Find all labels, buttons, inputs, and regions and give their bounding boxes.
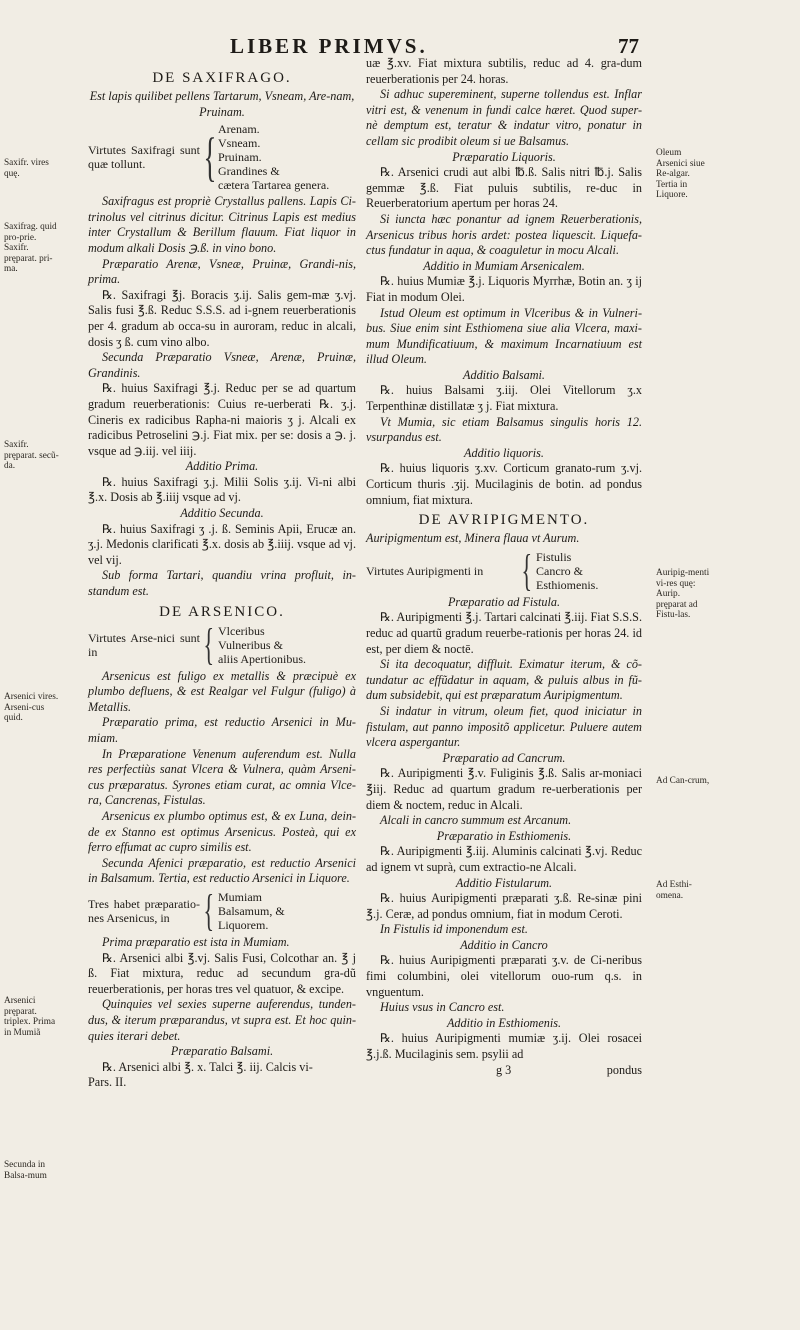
- section-heading: DE AVRIPIGMENTO.: [418, 512, 590, 529]
- signature-mark: g 3: [496, 1062, 512, 1077]
- paragraph: Præparatio prima, est reductio Arsenici in Mu-miam.: [88, 715, 356, 745]
- virtutes-arsenici-list: [88, 619, 356, 669]
- brace-item: Pruinam.: [218, 150, 262, 165]
- brace-item: Vlceribus: [218, 623, 265, 638]
- paragraph: Alcali in cancro summum est Arcanum.: [380, 813, 572, 828]
- virtutes-saxifragi-list: [88, 122, 356, 192]
- subheading: Præparatio Liquoris.: [452, 149, 556, 164]
- subheading: Præparatio ad Cancrum.: [442, 750, 566, 765]
- paragraph: In Fistulis id imponendum est.: [380, 922, 528, 937]
- recipe: ℞. Auripigmenti ℥.iij. Aluminis calcinati ℥.vj. Reduc ad ignem vt suprà, cum extractio-ne Alcali.: [366, 844, 642, 874]
- paragraph: Vt Mumia, sic etiam Balsamus singulis horis 12. vsurpandus est.: [366, 414, 642, 445]
- section-heading: DE ARSENICO.: [159, 603, 285, 620]
- recipe: ℞. Arsenici albi ℥.vj. Salis Fusi, Colcothar an. ℥ j ß. Fiat mixtura, reduc ad secundum gra-dũ reuerberationis, per horas tres vel quatuor, & excipe.: [88, 950, 356, 996]
- recipe: ℞. Arsenici crudi aut albi ℔.ß. Salis nitri ℔.j. Salis gemmæ ℥.ß. Fiat puluis subtilis, re-duc in Reuerberatorium apertum per horas 24.: [366, 165, 642, 211]
- subheading: Additio Balsami.: [463, 367, 545, 382]
- margin-note: Secunda in Balsa-mum: [4, 1160, 47, 1181]
- brace-item: Liquorem.: [218, 917, 269, 932]
- right-column: [366, 56, 642, 1078]
- paragraph: Istud Oleum est optimum in Vlceribus & in Vulneri-bus. Siue enim sint Esthiomena siue alia Vlcera, maxi-mum Mundificatiuum, & maximum Incarnatiuum est illud Oleum.: [366, 305, 642, 367]
- brace-label: Virtutes Auripigmenti in: [366, 563, 484, 578]
- brace-item: Balsamum, &: [218, 903, 285, 918]
- virtutes-auripigmenti-list: [366, 545, 642, 595]
- recipe: ℞. Auripigmenti ℥.v. Fuliginis ℥.ß. Salis ar-moniaci ℥iij. Reduc ad quartum gradum re-uerberationis per diem & noctem, reduc in Alcali.: [366, 766, 642, 812]
- brace-label: Tres habet præparatio-nes Arsenicus, in: [88, 896, 200, 925]
- brace-item: Fistulis: [536, 549, 572, 564]
- paragraph: Prima præparatio est ista in Mumiam.: [102, 934, 290, 949]
- brace-label: Virtutes Saxifragi sunt quæ tollunt.: [88, 143, 200, 172]
- brace-glyph: {: [521, 545, 533, 595]
- recipe: ℞. Arsenici albi ℥. x. Talci ℥. iij. Calcis vi-: [102, 1059, 313, 1074]
- subheading: Præparatio Arenæ, Vsneæ, Pruinæ, Grandi-nis, prima.: [88, 256, 356, 287]
- brace-glyph: {: [203, 619, 215, 669]
- brace-item: Mumiam: [218, 889, 262, 904]
- brace-item: Vsneam.: [218, 136, 261, 151]
- recipe: ℞. huius Saxifragi ʒ.j. Milii Solis ʒ.ij. Vi-ni albi ℥.x. Dosis ab ℥.iiij vsque ad vj.: [88, 474, 356, 505]
- catchword: Pars. II.: [88, 1075, 127, 1090]
- tres-habet-list: [88, 885, 356, 935]
- paragraph: Si adhuc supereminent, superne tollendus est. Inflar vitri est, & venenum in fundi calce hæret. Quod super-nè demptum est, teratur & indatur vitro, ponatur in cellam sic prodibit oleum si ue Balsamus.: [366, 87, 642, 148]
- subheading: Additio Secunda.: [180, 506, 264, 521]
- paragraph: Si ita decoquatur, diffluit. Eximatur iterum, & cõ-tundatur ac effũdatur in aquam, & puluis albus in fũ-dum subsidebit, qui est præparatum Auripigmentum.: [366, 657, 642, 703]
- recipe: ℞. huius Balsami ʒ.iij. Olei Vitellorum ʒ.x Terpenthinæ distillatæ ʒ j. Fiat mixtura.: [366, 383, 642, 414]
- subheading: Additio Fistularum.: [455, 875, 553, 890]
- brace-glyph: {: [203, 127, 217, 188]
- paragraph: Secunda Afenici præparatio, est reductio Arsenici in Balsamum. Tertia, est reductio Arsenici in Liquore.: [88, 855, 356, 886]
- section-subtitle: Est lapis quilibet pellens Tartarum, Vsneam, Are-nam, Pruinam.: [89, 89, 355, 119]
- margin-note: Saxifr. pręparat. secũ-da.: [4, 440, 59, 471]
- subheading: Præparatio Balsami.: [170, 1044, 274, 1059]
- subheading: Additio in Mumiam Arsenicalem.: [423, 258, 585, 273]
- section-subtitle: Auripigmentum est, Minera flaua vt Aurum.: [366, 531, 580, 546]
- paragraph: Arsenicus ex plumbo optimus est, & ex Luna, dein-de ex Stanno est optimus Arsenicus. Posteà, qui ex ferro effumat ac cupro similis est.: [88, 808, 356, 855]
- brace-glyph: {: [203, 885, 215, 935]
- brace-item: Arenam.: [218, 122, 260, 137]
- recipe: ℞. huius Saxifragi ℥.j. Reduc per se ad quartum gradum reuerberationis: Cuius re-uerberati ℞. ʒ.j. Cineris ex radicibus Rapha-ni maioris ʒ j. Alcali ex radicibus Petroselini ℈.j. Fiat mix. per se: dosis a ℈. j. vsque ad ℈.iij. vel iiij.: [88, 381, 356, 458]
- paragraph: Saxifragus est propriè Crystallus pallens. Lapis Ci-trinolus vel citrinus dicitur. Citrinus Lapis est medius inter Crystallum & Berillum flauum. Fiat liquor in modum alkali Dosis ℈.ß. in vino bono.: [88, 194, 356, 255]
- subheading: Additio liquoris.: [464, 445, 544, 460]
- margin-note: Arsenici vires. Arseni-cus quid.: [4, 692, 59, 723]
- margin-note: Ad Can-crum,: [656, 776, 710, 786]
- subheading: Additio in Esthiomenis.: [446, 1015, 562, 1030]
- brace-item: aliis Apertionibus.: [218, 651, 306, 666]
- section-heading: DE SAXIFRAGO.: [152, 70, 292, 86]
- running-title: LIBER PRIMVS.: [230, 34, 428, 58]
- brace-label: Virtutes Arse-nici sunt in: [88, 630, 200, 659]
- left-column: [88, 66, 356, 1091]
- subheading: Secunda Præparatio Vsneæ, Arenæ, Pruinæ, Grandinis.: [88, 350, 356, 380]
- recipe: ℞. huius Auripigmenti præparati ʒ.ß. Re-sinæ pini ℥.j. Ceræ, ad pondus omnium, fiat in modum Ceroti.: [366, 891, 642, 921]
- paragraph: Arsenicus est fuligo ex metallis & præcipuè ex plumbo defluens, & est Realgar vel Fulgur (fuligo) à Metallis.: [88, 668, 356, 714]
- recipe: ℞. huius liquoris ʒ.xv. Corticum granato-rum ʒ.vj. Corticum thuris .ʒij. Mucilaginis de botin. ad pondus omnium, fiat mixtura.: [366, 461, 642, 507]
- brace-item: Vulneribus &: [218, 637, 283, 652]
- subheading: Præparatio in Esthiomenis.: [436, 828, 572, 843]
- recipe: ℞. Auripigmenti ℥.j. Tartari calcinati ℥.iij. Fiat S.S.S. reduc ad quartũ gradum reuerbe-rationis per horas 24. id est, per diem & noctē.: [366, 610, 642, 656]
- page-number: 77: [618, 34, 639, 58]
- paragraph: Quinquies vel sexies superne auferendus, tunden-dus, & iterum præparandus, vt supra est. Et hoc quin-quies iterari debet.: [88, 997, 356, 1043]
- brace-item: Esthiomenis.: [536, 577, 599, 592]
- paragraph: Si iuncta hæc ponantur ad ignem Reuerberationis, Arsenicus tribus horis ardet: postea liquescit. Liquefa-ctus fundatur in aqua, & coaguletur in mocu Alcali.: [366, 211, 642, 258]
- margin-note: Arsenici pręparat. triplex. Prima in Mumiã: [4, 996, 56, 1038]
- subheading: Additio in Cancro: [460, 937, 548, 952]
- subheading: Additio Prima.: [185, 459, 259, 474]
- catchword: pondus: [606, 1062, 642, 1077]
- margin-note: Auripig-menti vi-res quę: Aurip. pręparat ad Fistu-las.: [656, 568, 710, 620]
- margin-note: Ad Esthi-omena.: [656, 880, 692, 901]
- paragraph: Sub forma Tartari, quandiu vrina profluit, in-standum est.: [88, 568, 356, 599]
- recipe: ℞. huius Saxifragi ʒ .j. ß. Seminis Apii, Erucæ an. ʒ.j. Medonis clarificati ℥.x. dosis ab ℥.iiij. vsque ad vj. vel vij.: [88, 521, 356, 567]
- recipe: ℞. Saxifragi ℥j. Boracis ʒ.ij. Salis gem-mæ ʒ.vj. Salis fusi ℥.ß. Reduc S.S.S. ad i-gnem reuerberationis per 4. gradum ab occa-su in auroram, reduc in alcali, dosis ʒ ß. cum vino albo.: [88, 287, 356, 349]
- paragraph: Huius vsus in Cancro est.: [380, 1000, 505, 1015]
- recipe: ℞. huius Auripigmenti mumiæ ʒ.ij. Olei rosacei ℥.j.ß. Mucilaginis sem. psylii ad: [366, 1031, 642, 1062]
- recipe: ℞. huius Auripigmenti præparati ʒ.v. de Ci-neribus fimi columbini, olei vitellorum ouo-rum q.s. in vnguentum.: [366, 953, 642, 999]
- margin-note: Saxifr. vires quę.: [4, 158, 49, 179]
- recipe: ℞. huius Mumiæ ℥.j. Liquoris Myrrhæ, Botin an. ʒ ij Fiat in modum Olei.: [366, 274, 642, 304]
- brace-item: cætera Tartarea genera.: [218, 178, 330, 193]
- paragraph: Si indatur in vitrum, oleum fiet, quod iniciatur in fistulam, aut panno impositõ applicetur. Puluere autem vlcera aspergantur.: [366, 703, 642, 750]
- margin-note: Oleum Arsenici siue Re-algar. Tertia in Liquore.: [656, 148, 705, 200]
- margin-note: Saxifrag. quid pro-prie. Saxifr. pręparat. pri-ma.: [4, 222, 57, 274]
- brace-item: Cancro &: [536, 563, 583, 578]
- brace-item: Grandines &: [218, 164, 280, 179]
- page-footer: [366, 1063, 642, 1079]
- paragraph: In Præparatione Venenum auferendum est. Nulla res perfectiùs sanat Vlcera & Vulnera, quàm Arseni-cus præparatus. Syrones etiam curat, ac omnia Vlce-ra, Cancrenas, Fistulas.: [88, 746, 356, 808]
- recipe: uæ ℥.xv. Fiat mixtura subtilis, reduc ad 4. gra-dum reuerberationis per 24. horas.: [366, 56, 642, 86]
- subheading: Præparatio ad Fistula.: [447, 594, 561, 609]
